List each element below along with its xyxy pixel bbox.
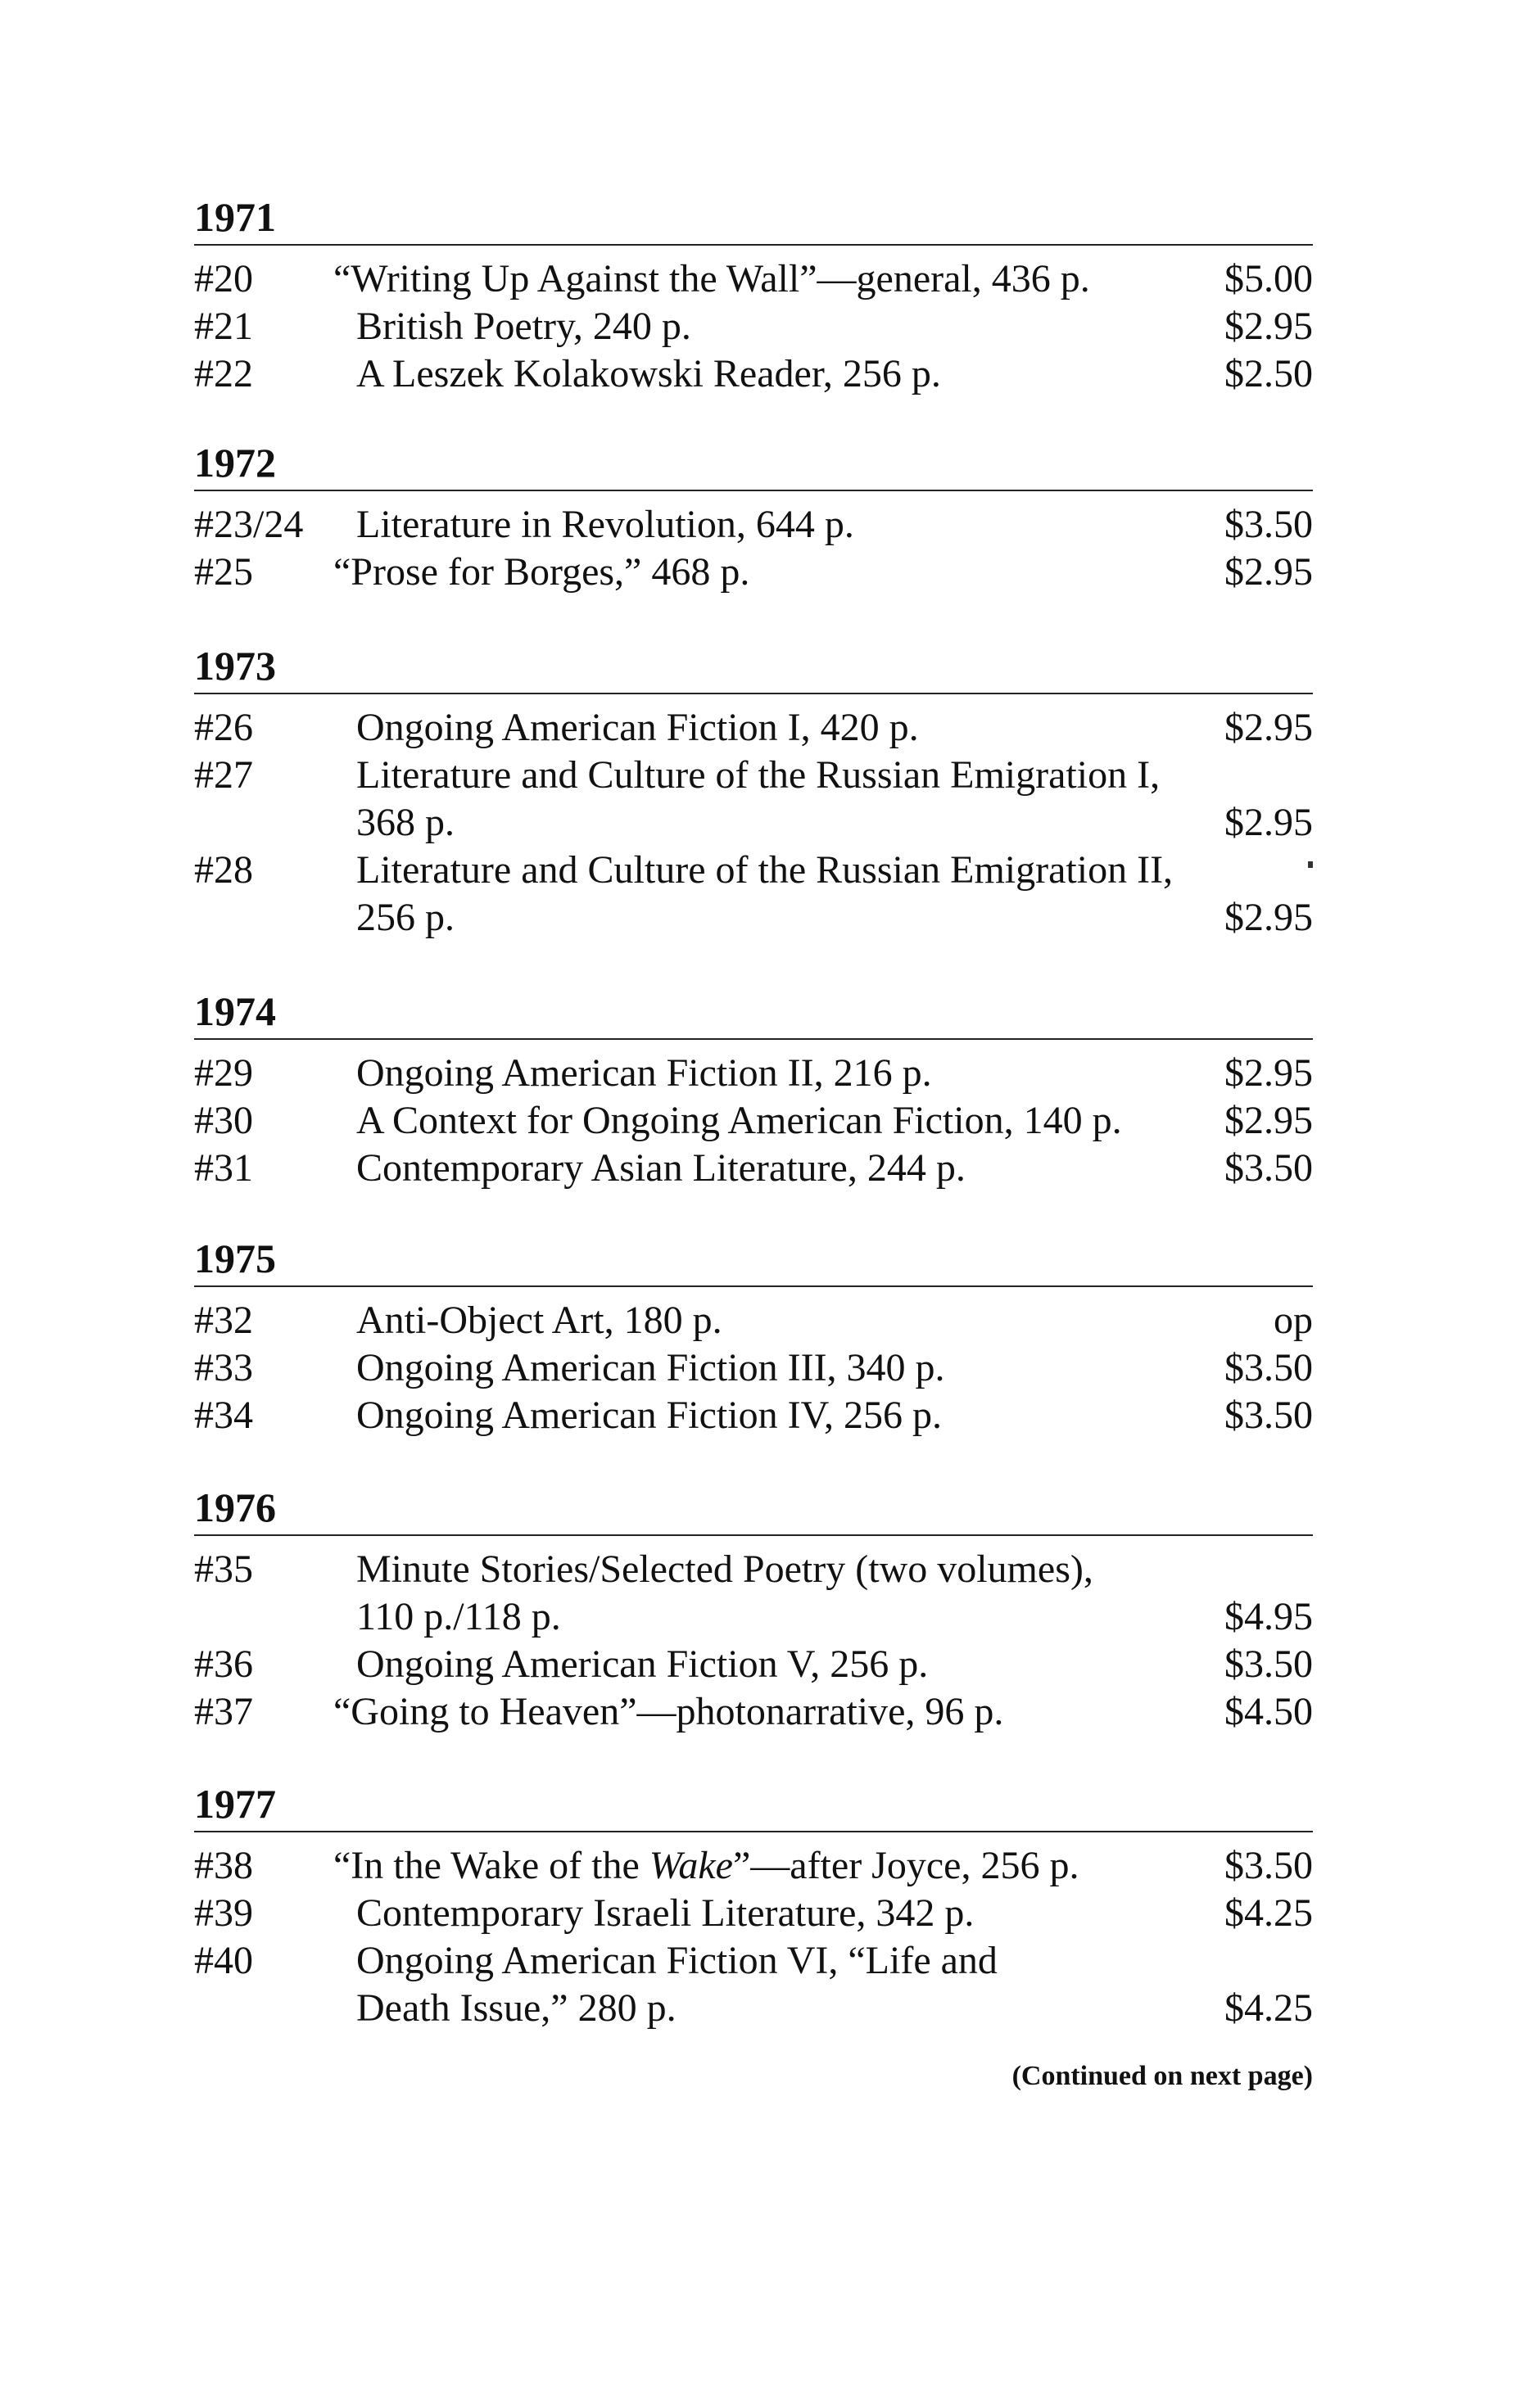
- issue-title: British Poetry, 240 p.: [356, 305, 691, 348]
- section-divider: [194, 1831, 1313, 1832]
- issue-price: $2.95: [1224, 305, 1313, 348]
- issue-title: A Leszek Kolakowski Reader, 256 p.: [356, 352, 941, 395]
- year-heading: 1973: [194, 643, 276, 689]
- catalog-entry: [194, 1842, 1313, 1890]
- year-heading: 1971: [194, 194, 276, 240]
- issue-price: $4.25: [1224, 1986, 1313, 2030]
- issue-price: $2.95: [1224, 1051, 1313, 1095]
- year-section-1972: [194, 439, 1313, 596]
- issue-number: #30: [194, 1099, 253, 1142]
- issue-number: #23/24: [194, 503, 304, 546]
- year-section-1976: [194, 1484, 1313, 1736]
- issue-number: #38: [194, 1844, 253, 1887]
- year-heading: 1976: [194, 1484, 276, 1530]
- catalog-entry: [194, 704, 1313, 752]
- issue-number: #39: [194, 1891, 253, 1935]
- issue-title: “Prose for Borges,” 468 p.: [333, 550, 750, 594]
- issue-title-line: Literature and Culture of the Russian Emigration II,: [356, 848, 1174, 892]
- issue-number: #36: [194, 1642, 253, 1686]
- issue-title: Anti-Object Art, 180 p.: [356, 1299, 722, 1342]
- issue-number: #34: [194, 1394, 253, 1437]
- issue-title: “Writing Up Against the Wall”—general, 436 p.: [333, 257, 1090, 300]
- issue-title-italic: Wake: [649, 1844, 733, 1887]
- issue-number: #28: [194, 848, 253, 892]
- catalog-entry: [194, 847, 1313, 942]
- issue-title: Ongoing American Fiction III, 340 p.: [356, 1346, 945, 1389]
- catalog-entry: [194, 501, 1313, 549]
- issue-title-line: Ongoing American Fiction VI, “Life and: [356, 1939, 998, 1982]
- catalog-entry: [194, 350, 1313, 398]
- section-divider: [194, 244, 1313, 246]
- issue-title: Ongoing American Fiction V, 256 p.: [356, 1642, 929, 1686]
- catalog-entry: [194, 1890, 1313, 1937]
- issue-title: Ongoing American Fiction I, 420 p.: [356, 706, 919, 749]
- issue-title-part: ”—after Joyce, 256 p.: [732, 1844, 1079, 1887]
- issue-title-line: Death Issue,” 280 p.: [356, 1986, 677, 2030]
- catalog-entry: [194, 1097, 1313, 1145]
- issue-number: #20: [194, 257, 253, 300]
- issue-title: Ongoing American Fiction IV, 256 p.: [356, 1394, 943, 1437]
- issue-title: A Context for Ongoing American Fiction, 140 p.: [356, 1099, 1122, 1142]
- issue-price: $3.50: [1224, 1394, 1313, 1437]
- section-divider: [194, 693, 1313, 694]
- issue-title-line: Minute Stories/Selected Poetry (two volumes),: [356, 1547, 1093, 1591]
- issue-price: $3.50: [1224, 1346, 1313, 1389]
- issue-number: #35: [194, 1547, 253, 1591]
- catalog-entry: [194, 549, 1313, 596]
- section-divider: [194, 1534, 1313, 1536]
- catalog-entry: [194, 1145, 1313, 1192]
- catalog-entry: [194, 1688, 1313, 1736]
- issue-title: [356, 1937, 1165, 2032]
- issue-number: #32: [194, 1299, 253, 1342]
- issue-title: Contemporary Israeli Literature, 342 p.: [356, 1891, 975, 1935]
- issue-number: #31: [194, 1146, 253, 1190]
- issue-number: #25: [194, 550, 253, 594]
- catalog-entry: [194, 303, 1313, 350]
- catalog-entry: [194, 1546, 1313, 1641]
- year-section-1974: [194, 987, 1313, 1192]
- issue-price: $2.95: [1224, 1099, 1313, 1142]
- catalog-entry: [194, 255, 1313, 303]
- issue-title-line: 110 p./118 p.: [356, 1595, 561, 1638]
- issue-title-line: 256 p.: [356, 896, 455, 939]
- issue-price: $4.95: [1224, 1595, 1313, 1638]
- issue-price: $2.95: [1224, 801, 1313, 844]
- catalog-entry: [194, 1937, 1313, 2032]
- issue-number: #22: [194, 352, 253, 395]
- section-divider: [194, 1285, 1313, 1287]
- issue-title: Ongoing American Fiction II, 216 p.: [356, 1051, 932, 1095]
- issue-number: #29: [194, 1051, 253, 1095]
- issue-price: $3.50: [1224, 503, 1313, 546]
- issue-title: [356, 847, 1174, 942]
- catalog-entry: [194, 1297, 1313, 1344]
- issue-price: $3.50: [1224, 1844, 1313, 1887]
- issue-price: $3.50: [1224, 1146, 1313, 1190]
- issue-number: #26: [194, 706, 253, 749]
- issue-number: #33: [194, 1346, 253, 1389]
- section-divider: [194, 1038, 1313, 1040]
- issue-price: op: [1274, 1299, 1313, 1342]
- issue-title: [356, 752, 1165, 847]
- issue-title-line: 368 p.: [356, 801, 455, 844]
- issue-number: #37: [194, 1690, 253, 1733]
- issue-number: #27: [194, 753, 253, 797]
- section-divider: [194, 490, 1313, 491]
- issue-price: $2.95: [1224, 706, 1313, 749]
- catalog-entry: [194, 1392, 1313, 1439]
- issue-price: $2.95: [1224, 896, 1313, 939]
- issue-price: $2.50: [1224, 352, 1313, 395]
- issue-price: $5.00: [1224, 257, 1313, 300]
- catalog-entry: [194, 1641, 1313, 1688]
- year-heading: 1972: [194, 440, 276, 486]
- year-heading: 1974: [194, 988, 276, 1034]
- catalog-entry: [194, 1050, 1313, 1097]
- issue-title-line: Literature and Culture of the Russian Emigration I,: [356, 753, 1161, 797]
- issue-price: $4.50: [1224, 1690, 1313, 1733]
- year-heading: 1975: [194, 1236, 276, 1281]
- year-section-1973: [194, 642, 1313, 942]
- catalog-entry: [194, 752, 1313, 847]
- year-section-1975: [194, 1235, 1313, 1439]
- issue-price: $4.25: [1224, 1891, 1313, 1935]
- continued-note: (Continued on next page): [1011, 2061, 1313, 2091]
- year-section-1971: [194, 193, 1313, 398]
- issue-price: $2.95: [1224, 550, 1313, 594]
- issue-title: Literature in Revolution, 644 p.: [356, 503, 854, 546]
- issue-title: [356, 1546, 1165, 1641]
- catalog-entry: [194, 1344, 1313, 1392]
- issue-title: “Going to Heaven”—photonarrative, 96 p.: [333, 1690, 1004, 1733]
- print-speck: [1308, 861, 1313, 868]
- year-heading: 1977: [194, 1781, 276, 1827]
- issue-number: #21: [194, 305, 253, 348]
- issue-title-part: “In the Wake of the: [333, 1844, 649, 1887]
- issue-title: Contemporary Asian Literature, 244 p.: [356, 1146, 966, 1190]
- year-section-1977: [194, 1780, 1313, 2032]
- issue-title: [333, 1842, 1165, 1890]
- issue-number: #40: [194, 1939, 253, 1982]
- issue-price: $3.50: [1224, 1642, 1313, 1686]
